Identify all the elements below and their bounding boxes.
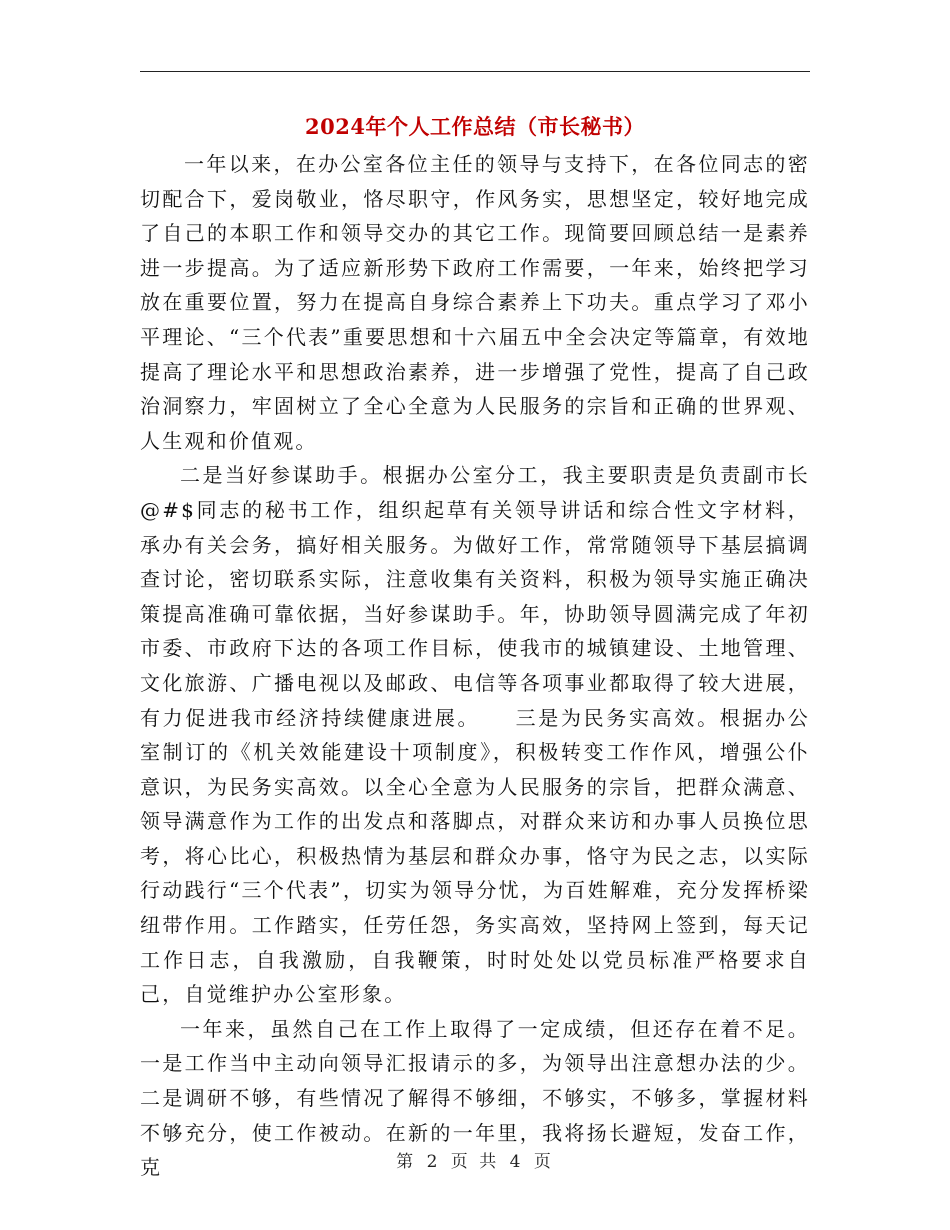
footer-total-pages: 4 bbox=[509, 1152, 524, 1172]
paragraph-1: 一年以来，在办公室各位主任的领导与支持下，在各位同志的密切配合下，爱岗敬业，恪尽职守，作风务实，思想坚定，较好地完成了自己的本职工作和领导交办的其它工作。现简要回顾总结一是素养进一步提高。为了适应新形势下政府工作需要，一年来，始终把学习放在重要位置，努力在提高自身综合素养上下功夫。重点学习了邓小平理论、“三个代表”重要思想和十六届五中全会决定等篇章，有效地提高了理论水平和思想政治素养，进一步增强了党性，提高了自己政治洞察力，牢固树立了全心全意为人民服务的宗旨和正确的世界观、人生观和价值观。 bbox=[140, 152, 810, 453]
paragraph-3: 一年来，虽然自己在工作上取得了一定成绩，但还存在着不足。一是工作当中主动向领导汇报请示的多，为领导出注意想办法的少。二是调研不够，有些情况了解得不够细，不够实，不够多，掌握材料不够充分，使工作被动。在新的一年里，我将扬长避短，发奋工作，克 bbox=[140, 1016, 810, 1180]
paragraph-2: 二是当好参谋助手。根据办公室分工，我主要职责是负责副市长@#$同志的秘书工作，组织起草有关领导讲话和综合性文字材料，承办有关会务，搞好相关服务。为做好工作，常常随领导下基层搞调查讨论，密切联系实际，注意收集有关资料，积极为领导实施正确决策提高准确可靠依据，当好参谋助手。年，协助领导圆满完成了年初市委、市政府下达的各项工作目标，使我市的城镇建设、土地管理、文化旅游、广播电视以及邮政、电信等各项事业都取得了较大进展，有力促进我市经济持续健康进展。 三是为民务实高效。根据办公室制订的《机关效能建设十项制度》，积极转变工作作风，增强公仆意识，为民务实高效。以全心全意为人民服务的宗旨，把群众满意、领导满意作为工作的出发点和落脚点，对群众来访和办事人员换位思考，将心比心，积极热情为基层和群众办事，恪守为民之志，以实际行动践行“三个代表”，切实为领导分忧，为百姓解难，充分发挥桥梁纽带作用。工作踏实，任劳任怨，务实高效，坚持网上签到，每天记工作日志，自我激励，自我鞭策，时时处处以党员标准严格要求自己，自觉维护办公室形象。 bbox=[140, 463, 810, 1007]
footer-page-number: 2 bbox=[426, 1152, 441, 1172]
document-body bbox=[140, 147, 810, 1185]
footer-prefix: 第 bbox=[396, 1152, 417, 1172]
header-rule bbox=[140, 71, 810, 72]
footer-middle: 页 共 bbox=[450, 1152, 500, 1172]
footer-suffix: 页 bbox=[533, 1152, 554, 1172]
document-title: 2024年个人工作总结（市长秘书） bbox=[305, 114, 645, 139]
page-footer bbox=[0, 1150, 950, 1174]
